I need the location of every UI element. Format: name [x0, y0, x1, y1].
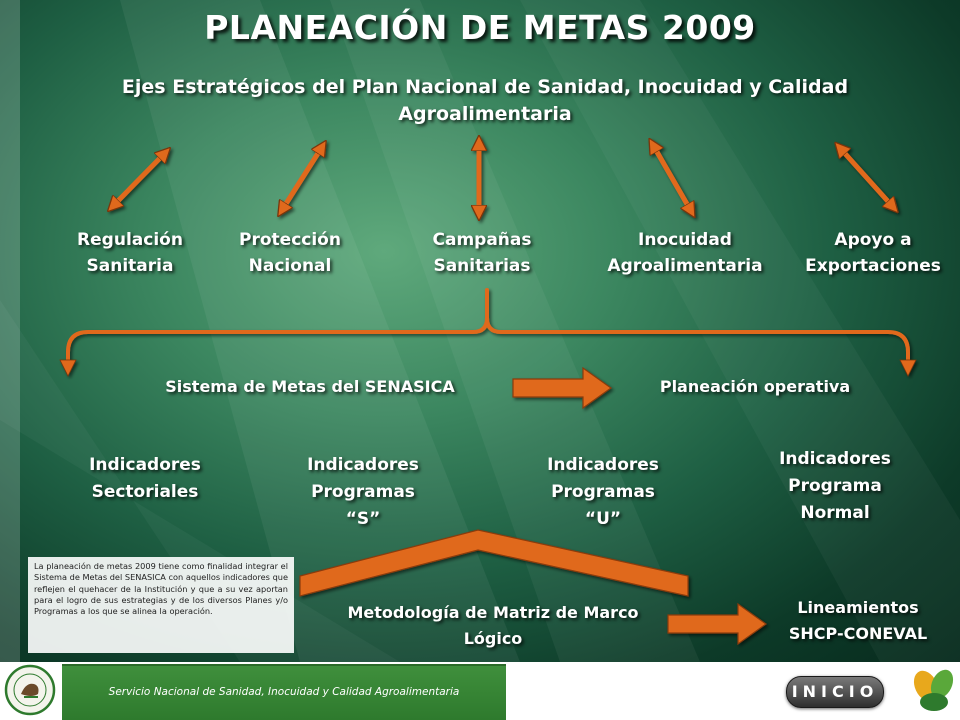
indicadores-programas-u — [518, 452, 688, 533]
info-text-box: La planeación de metas 2009 tiene como finalidad integrar el Sistema de Metas del SENASICA con aquellos indicadores que reflejen el quehacer de la Institución y que a su vez aportan para el logro de sus estrategias y de los diversos Planes y/o Programas a los que se alinea la operación. — [28, 557, 294, 653]
indicator-line1: Indicadores — [779, 449, 891, 469]
pillar-label-line1: Protección — [239, 230, 341, 250]
indicator-line2: Sectoriales — [91, 482, 199, 502]
curly-brace-connector — [68, 290, 908, 362]
pillar-label-line2: Sanitarias — [433, 256, 531, 276]
lineamientos-line2: SHCP-CONEVAL — [788, 624, 928, 643]
pillar-label-line2: Agroalimentaria — [607, 256, 763, 276]
indicadores-sectoriales — [60, 452, 230, 506]
pillar-label-line1: Apoyo a — [834, 230, 912, 250]
footer-agency-bar — [62, 664, 506, 720]
senasica-seal-logo — [4, 664, 56, 716]
sistema-metas-label: Sistema de Metas del SENASICA — [165, 377, 455, 396]
planeacion-operativa-label: Planeación operativa — [659, 377, 851, 396]
indicator-line2: Programas — [311, 482, 415, 502]
chevron-shape — [300, 530, 688, 596]
lineamientos-line1: Lineamientos — [797, 598, 919, 617]
double-arrow-regulacion — [113, 153, 165, 206]
indicator-line1: Indicadores — [307, 455, 419, 475]
pillar-proteccion-nacional — [210, 227, 370, 279]
pillar-label-line1: Regulación — [77, 230, 183, 250]
strategic-axes-subtitle: Ejes Estratégicos del Plan Nacional de Sanidad, Inocuidad y Calidad Agroalimentaria — [121, 76, 849, 125]
pillar-campanas-sanitarias — [400, 227, 564, 279]
metodologia-label: Metodología de Matriz de Marco Lógico — [347, 603, 639, 648]
indicator-line3: Normal — [800, 503, 870, 523]
pillar-label-line2: Sanitaria — [86, 256, 174, 276]
indicadores-programas-s — [278, 452, 448, 533]
pillar-label-line1: Campañas — [432, 230, 532, 250]
indicator-line1: Indicadores — [89, 455, 201, 475]
page-title: PLANEACIÓN DE METAS 2009 — [204, 8, 756, 47]
pillar-apoyo-exportaciones — [788, 227, 958, 279]
double-arrow-inocuidad — [653, 145, 691, 211]
pillar-label-line2: Exportaciones — [805, 256, 941, 276]
pillar-regulacion-sanitaria — [50, 227, 210, 279]
leaf-logo — [906, 664, 960, 720]
footer-agency-name: Servicio Nacional de Sanidad, Inocuidad y Calidad Agroalimentaria — [108, 686, 460, 698]
indicadores-programa-normal — [750, 446, 920, 527]
lineamientos-label — [768, 595, 948, 647]
indicator-line2: Programas — [551, 482, 655, 502]
double-arrow-apoyo — [840, 148, 893, 207]
indicator-line1: Indicadores — [547, 455, 659, 475]
brace-arrow-right-icon — [900, 360, 916, 376]
pillar-label-line1: Inocuidad — [638, 230, 732, 250]
pillar-inocuidad-agroalimentaria — [590, 227, 780, 279]
inicio-button[interactable]: INICIO — [786, 676, 884, 708]
block-arrow-to-lineamientos-icon — [668, 604, 766, 644]
indicator-line2: Programa — [788, 476, 882, 496]
indicator-line3: “U” — [584, 509, 622, 529]
block-arrow-to-planeacion-icon — [513, 368, 611, 408]
double-arrow-proteccion — [282, 147, 322, 210]
indicator-line3: “S” — [345, 509, 381, 529]
brace-arrow-left-icon — [60, 360, 76, 376]
pillar-label-line2: Nacional — [248, 256, 332, 276]
